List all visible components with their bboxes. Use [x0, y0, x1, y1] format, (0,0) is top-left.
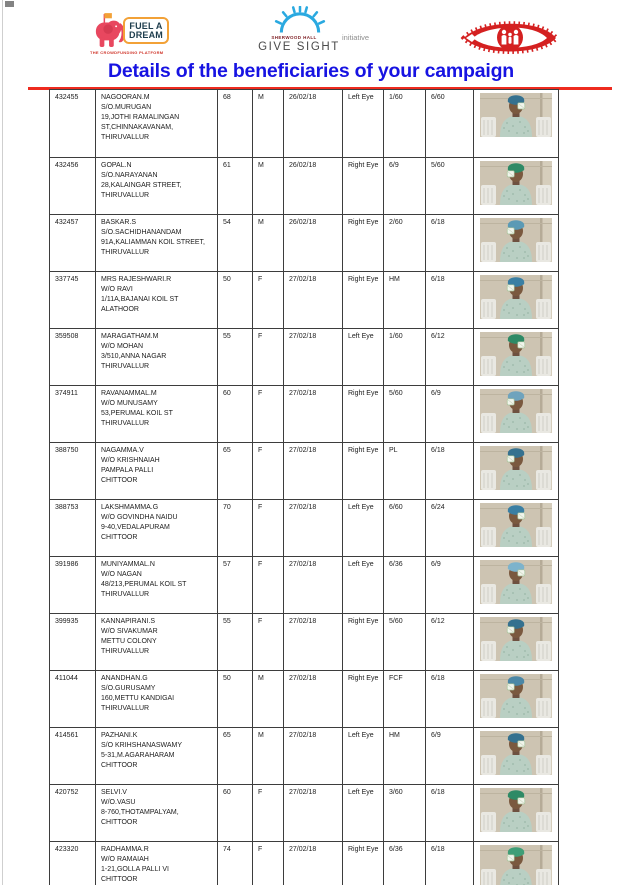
cell-vision-after: 6/12	[426, 329, 474, 386]
beneficiary-address-line: CHITTOOR	[101, 477, 138, 484]
cell-operated-eye: Right Eye	[343, 443, 384, 500]
elephant-icon	[94, 11, 126, 51]
table-row	[50, 557, 559, 614]
cell-photo	[474, 386, 559, 443]
cell-vision-before: 2/60	[384, 215, 426, 272]
table-row	[50, 500, 559, 557]
cell-beneficiary-id: 411044	[50, 671, 96, 728]
cell-surgery-date: 26/02/18	[284, 158, 343, 215]
cell-vision-after: 6/12	[426, 614, 474, 671]
cell-beneficiary-id: 414561	[50, 728, 96, 785]
table-row	[50, 785, 559, 842]
beneficiary-name: NAGAMMA.V	[101, 447, 144, 454]
cell-vision-after: 6/24	[426, 500, 474, 557]
beneficiary-name: MARAGATHAM.M	[101, 333, 159, 340]
beneficiary-photo	[480, 845, 552, 885]
beneficiary-address-line: S/O.MURUGAN	[101, 104, 152, 111]
cell-name-address	[96, 728, 218, 785]
beneficiary-name: NAGOORAN.M	[101, 94, 150, 101]
beneficiary-table-body	[50, 90, 559, 885]
page-title: Details of the beneficiaries of your campaign	[107, 60, 515, 82]
cell-operated-eye: Left Eye	[343, 500, 384, 557]
cell-beneficiary-id: 374911	[50, 386, 96, 443]
cell-sex: F	[253, 272, 284, 329]
cell-surgery-date: 27/02/18	[284, 557, 343, 614]
beneficiary-address-line: S/O.SACHIDHANANDAM	[101, 229, 182, 236]
beneficiary-name: RADHAMMA.R	[101, 846, 149, 853]
cell-age: 74	[218, 842, 253, 885]
cell-sex: M	[253, 671, 284, 728]
beneficiary-address-line: 160,METTU KANDIGAI	[101, 695, 175, 702]
cell-surgery-date: 27/02/18	[284, 272, 343, 329]
cell-sex: F	[253, 614, 284, 671]
give-sight-wordmark: GIVE SIGHT	[258, 41, 340, 53]
beneficiary-address-line: 19,JOTHI RAMALINGAN	[101, 114, 180, 121]
cell-vision-before: 6/36	[384, 557, 426, 614]
beneficiary-address-line: 3/510,ANNA NAGAR	[101, 353, 167, 360]
beneficiary-address-line: 5-31,M.AGARAHARAM	[101, 752, 175, 759]
beneficiary-address-line: W/O NAGAN	[101, 571, 142, 578]
cell-name-address	[96, 443, 218, 500]
cell-age: 60	[218, 785, 253, 842]
cell-name-address	[96, 272, 218, 329]
cell-age: 50	[218, 671, 253, 728]
cell-surgery-date: 27/02/18	[284, 671, 343, 728]
beneficiary-address-line: 8-760,THOTAMPALYAM,	[101, 809, 179, 816]
cell-name-address	[96, 671, 218, 728]
beneficiaries-table	[49, 89, 559, 885]
cell-photo	[474, 90, 559, 158]
cell-name-address	[96, 386, 218, 443]
cell-operated-eye: Left Eye	[343, 90, 384, 158]
beneficiary-photo	[480, 788, 552, 832]
beneficiary-address-line: THIRUVALLUR	[101, 192, 150, 199]
beneficiary-address-line: S/O.GURUSAMY	[101, 685, 156, 692]
cell-sex: M	[253, 90, 284, 158]
cell-name-address	[96, 842, 218, 885]
cell-sex: F	[253, 842, 284, 885]
cell-age: 55	[218, 329, 253, 386]
table-row	[50, 329, 559, 386]
cell-age: 60	[218, 386, 253, 443]
beneficiary-address-line: 9-40,VEDALAPURAM	[101, 524, 170, 531]
cell-age: 57	[218, 557, 253, 614]
beneficiary-address-line: THIRUVALLUR	[101, 134, 150, 141]
cell-surgery-date: 27/02/18	[284, 386, 343, 443]
cell-sex: F	[253, 500, 284, 557]
beneficiary-photo	[480, 560, 552, 604]
cell-vision-after: 6/18	[426, 443, 474, 500]
cell-photo	[474, 215, 559, 272]
cell-operated-eye: Right Eye	[343, 272, 384, 329]
cell-vision-before: 5/60	[384, 614, 426, 671]
beneficiary-address-line: 91A,KALIAMMAN KOIL STREET,	[101, 239, 205, 246]
cell-photo	[474, 785, 559, 842]
beneficiary-address-line: 53,PERUMAL KOIL ST	[101, 410, 173, 417]
beneficiary-address-line: PAMPALA PALLI	[101, 467, 154, 474]
beneficiary-address-line: 28,KALAINGAR STREET,	[101, 182, 182, 189]
beneficiary-address-line: ST,CHINNAKAVANAM,	[101, 124, 174, 131]
cell-sex: F	[253, 557, 284, 614]
cell-operated-eye: Right Eye	[343, 386, 384, 443]
beneficiary-photo	[480, 389, 552, 433]
cell-name-address	[96, 614, 218, 671]
beneficiary-address-line: METTU COLONY	[101, 638, 157, 645]
beneficiary-address-line: S/O KRIHSHANASWAMY	[101, 742, 183, 749]
beneficiary-name: MUNIYAMMAL.N	[101, 561, 155, 568]
cell-vision-after: 6/9	[426, 386, 474, 443]
cell-vision-before: 3/60	[384, 785, 426, 842]
cell-vision-before: FCF	[384, 671, 426, 728]
cell-photo	[474, 158, 559, 215]
cell-photo	[474, 842, 559, 885]
beneficiary-photo	[480, 161, 552, 205]
cell-beneficiary-id: 388753	[50, 500, 96, 557]
beneficiary-address-line: W/O RAVI	[101, 286, 133, 293]
beneficiary-photo	[480, 674, 552, 718]
cell-surgery-date: 27/02/18	[284, 614, 343, 671]
sherwood-hall-label: SHERWOOD HALL	[271, 35, 317, 40]
cell-age: 50	[218, 272, 253, 329]
cell-beneficiary-id: 388750	[50, 443, 96, 500]
table-row	[50, 158, 559, 215]
cell-name-address	[96, 90, 218, 158]
beneficiary-name: KANNAPIRANI.S	[101, 618, 156, 625]
cell-name-address	[96, 329, 218, 386]
cell-name-address	[96, 158, 218, 215]
beneficiary-address-line: W/O MUNUSAMY	[101, 400, 158, 407]
fuel-logo-line2: DREAM	[129, 29, 163, 40]
cell-vision-after: 5/60	[426, 158, 474, 215]
cell-operated-eye: Left Eye	[343, 557, 384, 614]
cell-photo	[474, 443, 559, 500]
beneficiary-photo	[480, 446, 552, 490]
cell-beneficiary-id: 337745	[50, 272, 96, 329]
cell-surgery-date: 27/02/18	[284, 728, 343, 785]
beneficiary-name: ANANDHAN.G	[101, 675, 148, 682]
cell-vision-after: 6/9	[426, 728, 474, 785]
cell-vision-before: HM	[384, 728, 426, 785]
beneficiary-address-line: CHITTOOR	[101, 762, 138, 769]
table-row	[50, 272, 559, 329]
table-row	[50, 386, 559, 443]
cell-operated-eye: Right Eye	[343, 614, 384, 671]
cell-beneficiary-id: 359508	[50, 329, 96, 386]
cell-vision-before: 6/9	[384, 158, 426, 215]
beneficiary-photo	[480, 275, 552, 319]
beneficiary-name: MRS RAJESHWARI.R	[101, 276, 172, 283]
table-row	[50, 443, 559, 500]
cell-surgery-date: 27/02/18	[284, 329, 343, 386]
cell-name-address	[96, 557, 218, 614]
beneficiary-address-line: 1/11A,BAJANAI KOIL ST	[101, 296, 179, 303]
beneficiary-address-line: THIRUVALLUR	[101, 591, 150, 598]
cell-operated-eye: Left Eye	[343, 329, 384, 386]
cell-age: 65	[218, 443, 253, 500]
table-row	[50, 728, 559, 785]
cell-vision-after: 6/18	[426, 671, 474, 728]
eye-hospital-logo	[460, 16, 560, 60]
fuel-logo-line1: FUEL A	[129, 20, 163, 31]
scan-edge-artifact	[2, 0, 3, 885]
cell-surgery-date: 27/02/18	[284, 443, 343, 500]
cell-beneficiary-id: 432455	[50, 90, 96, 158]
beneficiary-address-line: 48/213,PERUMAL KOIL ST	[101, 581, 187, 588]
beneficiary-name: BASKAR.S	[101, 219, 137, 226]
beneficiary-name: SELVI.V	[101, 789, 127, 796]
cell-age: 68	[218, 90, 253, 158]
beneficiary-photo	[480, 332, 552, 376]
beneficiary-address-line: W/O GOVINDHA NAIDU	[101, 514, 178, 521]
cell-vision-before: 1/60	[384, 90, 426, 158]
beneficiary-address-line: W/O KRISHNAIAH	[101, 457, 160, 464]
beneficiary-address-line: THIRUVALLUR	[101, 249, 150, 256]
cell-surgery-date: 27/02/18	[284, 500, 343, 557]
cell-beneficiary-id: 399935	[50, 614, 96, 671]
cell-sex: F	[253, 386, 284, 443]
cell-name-address	[96, 215, 218, 272]
beneficiary-address-line: CHITTOOR	[101, 876, 138, 883]
beneficiary-name: RAVANAMMAL.M	[101, 390, 157, 397]
beneficiary-address-line: 1-21,GOLLA PALLI VI	[101, 866, 169, 873]
give-sight-logo	[258, 4, 383, 56]
beneficiary-address-line: S/O.NARAYANAN	[101, 172, 158, 179]
cell-sex: F	[253, 443, 284, 500]
beneficiary-photo	[480, 617, 552, 661]
cell-beneficiary-id: 420752	[50, 785, 96, 842]
cell-vision-before: 6/60	[384, 500, 426, 557]
table-row	[50, 90, 559, 158]
beneficiary-address-line: THIRUVALLUR	[101, 420, 150, 427]
beneficiary-name: LAKSHMAMMA.G	[101, 504, 159, 511]
beneficiary-address-line: W/O MOHAN	[101, 343, 143, 350]
cell-photo	[474, 557, 559, 614]
cell-vision-before: 6/36	[384, 842, 426, 885]
fuel-logo-wordmark	[123, 17, 169, 44]
cell-age: 55	[218, 614, 253, 671]
cell-name-address	[96, 500, 218, 557]
beneficiary-name: GOPAL.N	[101, 162, 132, 169]
cell-beneficiary-id: 432456	[50, 158, 96, 215]
cell-vision-after: 6/60	[426, 90, 474, 158]
cell-operated-eye: Right Eye	[343, 215, 384, 272]
beneficiary-name: PAZHANI.K	[101, 732, 138, 739]
cell-vision-after: 6/18	[426, 215, 474, 272]
cell-vision-before: 5/60	[384, 386, 426, 443]
cell-age: 54	[218, 215, 253, 272]
cell-surgery-date: 27/02/18	[284, 785, 343, 842]
table-row	[50, 614, 559, 671]
cell-beneficiary-id: 432457	[50, 215, 96, 272]
cell-photo	[474, 614, 559, 671]
cell-vision-after: 6/18	[426, 785, 474, 842]
cell-vision-before: 1/60	[384, 329, 426, 386]
fuel-a-dream-logo	[92, 6, 210, 58]
beneficiary-photo	[480, 93, 552, 137]
initiative-label: initiative	[342, 33, 370, 42]
sun-rays-icon	[272, 6, 328, 36]
cell-name-address	[96, 785, 218, 842]
beneficiary-address-line: CHITTOOR	[101, 534, 138, 541]
cell-photo	[474, 272, 559, 329]
cell-surgery-date: 26/02/18	[284, 215, 343, 272]
cell-operated-eye: Right Eye	[343, 842, 384, 885]
cell-age: 65	[218, 728, 253, 785]
cell-photo	[474, 500, 559, 557]
cell-operated-eye: Right Eye	[343, 158, 384, 215]
cell-sex: F	[253, 329, 284, 386]
beneficiary-photo	[480, 218, 552, 262]
beneficiary-photo	[480, 503, 552, 547]
cell-photo	[474, 728, 559, 785]
beneficiary-address-line: THIRUVALLUR	[101, 363, 150, 370]
cell-operated-eye: Right Eye	[343, 671, 384, 728]
cell-sex: F	[253, 785, 284, 842]
beneficiary-photo	[480, 731, 552, 775]
cell-beneficiary-id: 423320	[50, 842, 96, 885]
cell-vision-before: HM	[384, 272, 426, 329]
cell-vision-after: 6/18	[426, 272, 474, 329]
cell-age: 61	[218, 158, 253, 215]
cell-sex: M	[253, 158, 284, 215]
beneficiary-address-line: W/O RAMAIAH	[101, 856, 149, 863]
beneficiary-address-line: THIRUVALLUR	[101, 648, 150, 655]
beneficiary-address-line: ALATHOOR	[101, 306, 139, 313]
cell-operated-eye: Left Eye	[343, 785, 384, 842]
cell-surgery-date: 26/02/18	[284, 90, 343, 158]
cell-vision-before: PL	[384, 443, 426, 500]
cell-operated-eye: Left Eye	[343, 728, 384, 785]
cell-photo	[474, 329, 559, 386]
cell-vision-after: 6/18	[426, 842, 474, 885]
fuel-logo-tagline: THE CROWDFUNDING PLATFORM	[90, 50, 164, 55]
table-row	[50, 215, 559, 272]
beneficiary-address-line: CHITTOOR	[101, 819, 138, 826]
table-row	[50, 671, 559, 728]
beneficiary-address-line: THIRUVALLUR	[101, 705, 150, 712]
scan-corner-artifact	[5, 1, 14, 7]
beneficiary-address-line: W/O SIVAKUMAR	[101, 628, 158, 635]
beneficiary-address-line: W/O.VASU	[101, 799, 136, 806]
cell-beneficiary-id: 391986	[50, 557, 96, 614]
cell-age: 70	[218, 500, 253, 557]
cell-photo	[474, 671, 559, 728]
cell-sex: M	[253, 215, 284, 272]
cell-vision-after: 6/9	[426, 557, 474, 614]
table-row	[50, 842, 559, 885]
cell-surgery-date: 27/02/18	[284, 842, 343, 885]
cell-sex: M	[253, 728, 284, 785]
